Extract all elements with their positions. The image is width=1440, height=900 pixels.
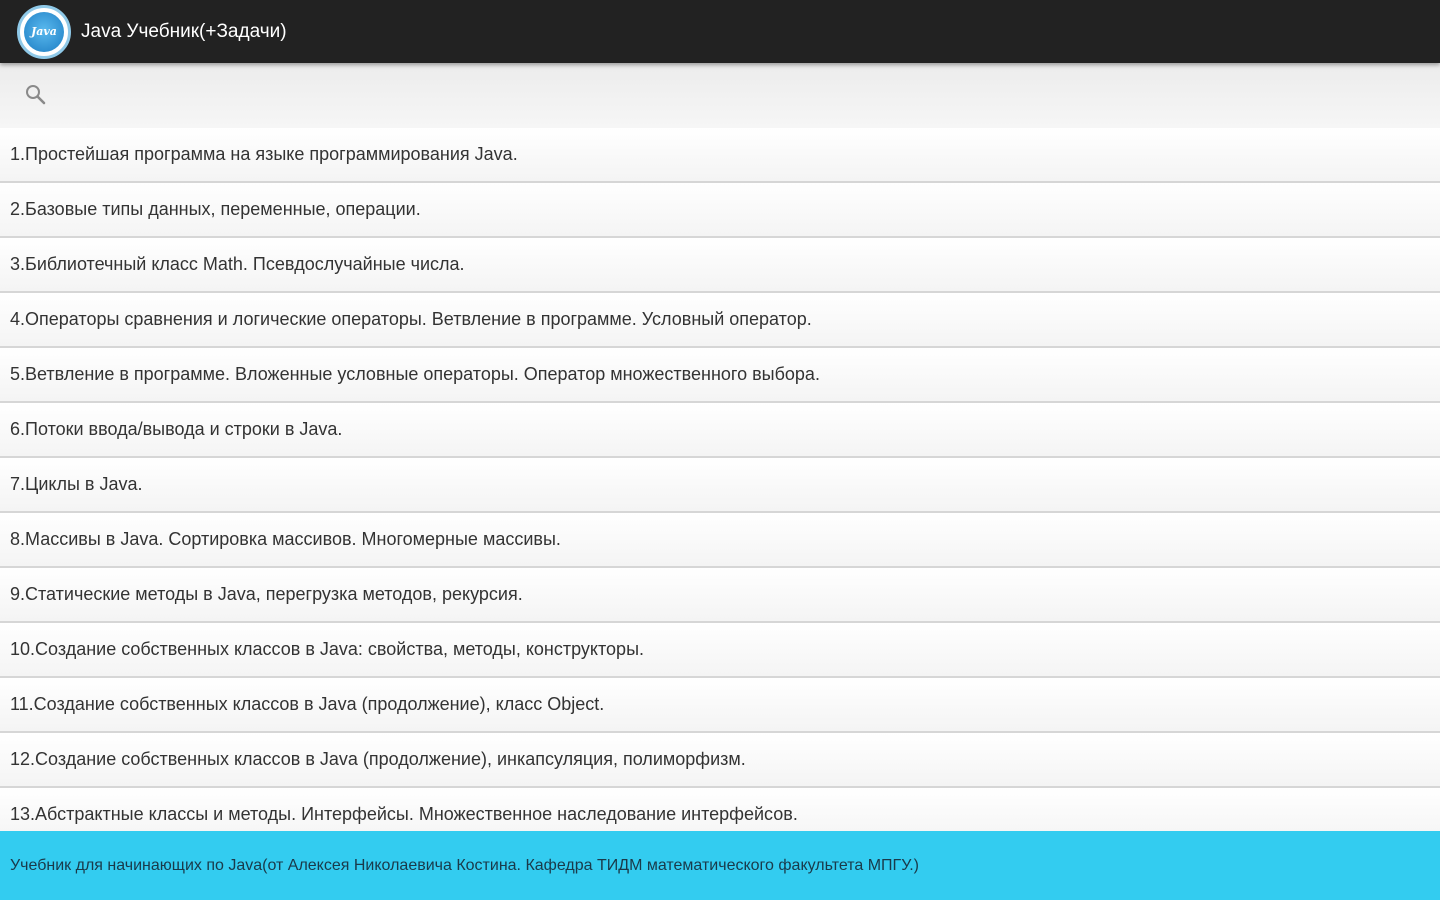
lesson-title: 8.Массивы в Java. Сортировка массивов. Многомерные массивы. xyxy=(10,529,561,549)
lesson-list-item[interactable] xyxy=(0,623,1440,678)
lesson-title: 3.Библиотечный класс Math. Псевдослучайные числа. xyxy=(10,254,465,274)
lesson-title: 11.Создание собственных классов в Java (продолжение), класс Object. xyxy=(10,694,605,714)
lesson-title: 6.Потоки ввода/вывода и строки в Java. xyxy=(10,419,343,439)
lesson-list-item[interactable] xyxy=(0,733,1440,788)
lesson-list-item[interactable] xyxy=(0,403,1440,458)
search-bar xyxy=(0,63,1440,128)
lesson-list-item[interactable] xyxy=(0,348,1440,403)
lesson-list-item[interactable] xyxy=(0,183,1440,238)
footer-text: Учебник для начинающих по Java(от Алексея Николаевича Костина. Кафедра ТИДМ математического факультета МПГУ.) xyxy=(10,856,920,874)
lesson-title: 2.Базовые типы данных, переменные, операции. xyxy=(10,199,421,219)
lesson-title: 7.Циклы в Java. xyxy=(10,474,143,494)
lesson-list-item[interactable] xyxy=(0,568,1440,623)
lesson-list xyxy=(0,128,1440,843)
lesson-title: 1.Простейшая программа на языке программирования Java. xyxy=(10,144,518,164)
lesson-title: 9.Статические методы в Java, перегрузка методов, рекурсия. xyxy=(10,584,523,604)
lesson-list-item[interactable] xyxy=(0,238,1440,293)
search-icon[interactable] xyxy=(24,83,48,107)
lesson-list-item[interactable] xyxy=(0,513,1440,568)
lesson-list-item[interactable] xyxy=(0,128,1440,183)
app-logo-label: Java xyxy=(24,12,64,52)
lesson-title: 10.Создание собственных классов в Java: свойства, методы, конструкторы. xyxy=(10,639,645,659)
lesson-title: 13.Абстрактные классы и методы. Интерфейсы. Множественное наследование интерфейсов. xyxy=(10,804,798,824)
lesson-list-item[interactable] xyxy=(0,678,1440,733)
lesson-list-item[interactable] xyxy=(0,293,1440,348)
lesson-title: 12.Создание собственных классов в Java (продолжение), инкапсуляция, полиморфизм. xyxy=(10,749,746,769)
lesson-list-item[interactable] xyxy=(0,458,1440,513)
lesson-title: 5.Ветвление в программе. Вложенные условные операторы. Оператор множественного выбора. xyxy=(10,364,820,384)
app-logo-icon[interactable] xyxy=(17,5,71,59)
app-title: Java Учебник(+Задачи) xyxy=(81,20,287,42)
footer-banner xyxy=(0,831,1440,900)
lesson-title: 4.Операторы сравнения и логические операторы. Ветвление в программе. Условный оператор. xyxy=(10,309,812,329)
action-bar xyxy=(0,0,1440,63)
